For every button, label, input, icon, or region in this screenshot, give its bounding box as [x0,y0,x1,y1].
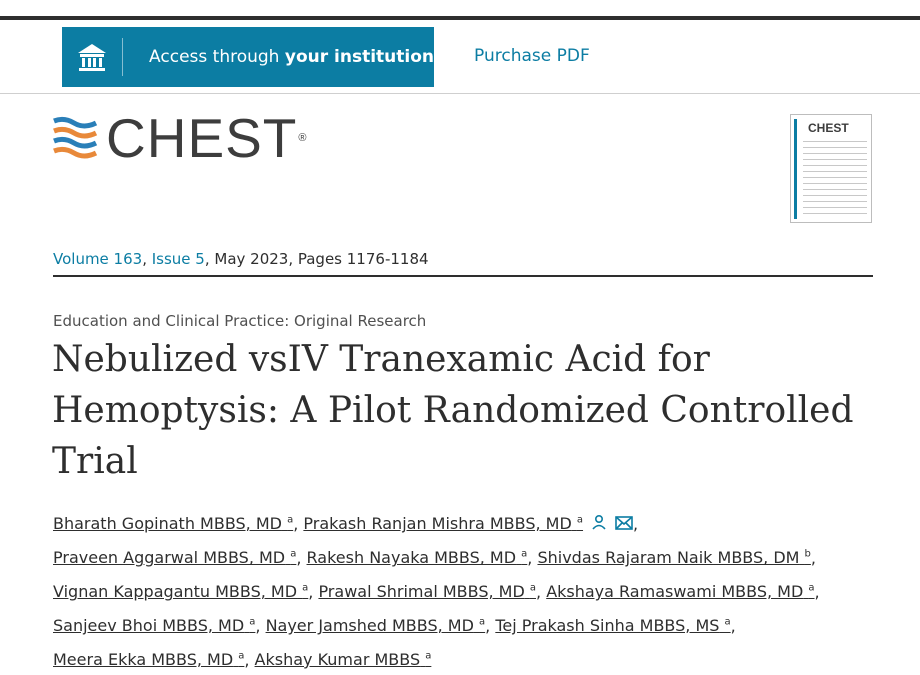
article-title: Nebulized vsIV Tranexamic Acid for Hemoptysis: A Pilot Randomized Controlled Trial [52,339,854,482]
author-link[interactable]: Akshay Kumar MBBS $^a$ [254,649,432,669]
author-link[interactable]: Rakesh Nayaka MBBS, MD $^a$ [306,548,528,568]
author-link[interactable]: Prakash Ranjan Mishra MBBS, MD $^a$ [303,514,584,534]
author-link[interactable]: Praveen Aggarwal MBBS, MD $^a$ [53,548,297,568]
author-link[interactable]: Meera Ekka MBBS, MD $^a$ [53,649,245,669]
citation-line: Volume 163, Issue 5, May 2023, Pages 1176-1184 [53,250,429,268]
author-link[interactable]: Sanjeev Bhoi MBBS, MD $^a$ [53,616,256,636]
author-link[interactable]: Shivdas Rajaram Naik MBBS, DM $^b$ [537,548,811,568]
header-divider [0,93,920,94]
author-link[interactable]: Bharath Gopinath MBBS, MD $^a$ [53,514,294,534]
author-link[interactable]: Prawal Shrimal MBBS, MD $^a$ [318,582,537,602]
access-institution-button[interactable] [62,27,434,87]
volume-link[interactable]: Volume 163 [53,250,143,268]
citation-details: , May 2023, Pages 1176-1184 [204,250,429,268]
chest-logo-mark-icon [52,115,98,161]
top-border [0,16,920,20]
cover-title: CHEST [808,121,849,135]
cover-accent-bar [794,119,797,219]
author-link[interactable]: Akshaya Ramaswami MBBS, MD $^a$ [546,582,815,602]
author-link[interactable]: Nayer Jamshed MBBS, MD $^a$ [265,616,486,636]
mail-icon[interactable] [615,510,633,541]
journal-logo[interactable] [52,107,308,169]
cover-text-lines [803,141,867,219]
journal-logo-text: CHEST® [106,107,308,169]
person-icon[interactable] [591,510,607,541]
access-label: Access through your institution [149,47,434,67]
author-list: Bharath Gopinath MBBS, MD $^a$, Prakash Ranjan Mishra MBBS, MD $^a$ , Praveen Aggarwal MBBS, MD $^a$, Rakesh Nayaka MBBS, MD $^a$, Shivdas Rajaram Naik MBBS, DM $^b$, Vignan Kappagantu MBBS, MD $^a$, Prawal Shrimal MBBS, MD $^a$, Akshaya Ramaswami MBBS, MD $^a$, Sanjeev Bhoi MBBS, MD $^a$, Nayer Jamshed MBBS, MD $^a$, Tej Prakash Sinha MBBS, MS $^a$, Meera Ekka MBBS, MD $^a$, Akshay Kumar MBBS $^a$ [53,506,883,675]
author-link[interactable]: Tej Prakash Sinha MBBS, MS $^a$ [495,616,731,636]
bank-icon [62,38,123,76]
purchase-pdf-link[interactable]: Purchase PDF [474,46,590,66]
article-category: Education and Clinical Practice: Original Research [53,312,427,330]
author-link[interactable]: Vignan Kappagantu MBBS, MD $^a$ [53,582,309,602]
journal-cover-thumbnail[interactable] [790,114,872,223]
citation-rule [53,275,873,277]
issue-link[interactable]: Issue 5 [151,250,205,268]
